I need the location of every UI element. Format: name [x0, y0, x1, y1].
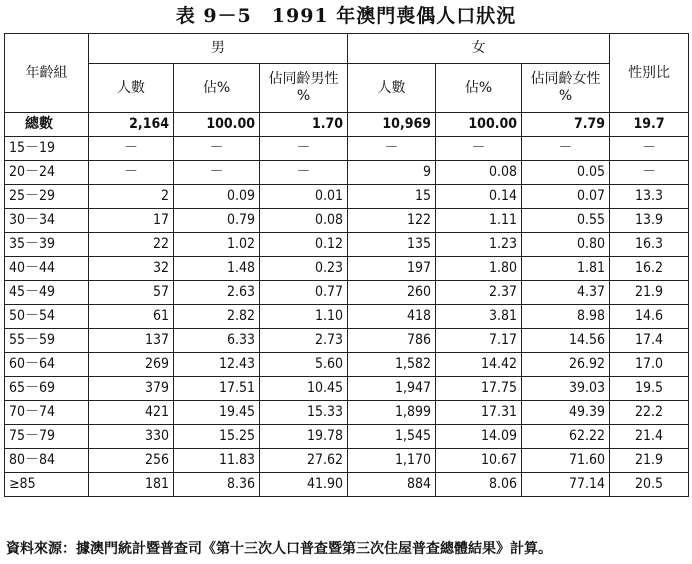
- age-cell: 45－49: [5, 281, 89, 305]
- female-same-age-header: 佔同齡女性 %: [522, 64, 610, 113]
- female-count-cell: 1,947: [348, 377, 436, 401]
- female-count-cell: 1,582: [348, 353, 436, 377]
- female-count-cell: －: [348, 137, 436, 161]
- male-percent-cell: 1.48: [174, 257, 260, 281]
- female-count-cell: 786: [348, 329, 436, 353]
- female-same-age-cell: 14.56: [522, 329, 610, 353]
- male-same-age-cell: －: [260, 161, 348, 185]
- male-count-cell: 181: [89, 473, 174, 497]
- table-row: [5, 281, 689, 305]
- female-percent-cell: 100.00: [436, 113, 522, 137]
- female-percent-cell: 10.67: [436, 449, 522, 473]
- female-percent-cell: 1.11: [436, 209, 522, 233]
- female-percent-cell: 1.80: [436, 257, 522, 281]
- male-same-age-cell: 0.12: [260, 233, 348, 257]
- male-same-age-cell: 0.01: [260, 185, 348, 209]
- female-same-age-cell: 62.22: [522, 425, 610, 449]
- male-percent-cell: 100.00: [174, 113, 260, 137]
- female-same-age-cell: 71.60: [522, 449, 610, 473]
- female-same-age-cell: 8.98: [522, 305, 610, 329]
- age-cell: 總數: [5, 113, 89, 137]
- male-count-cell: －: [89, 137, 174, 161]
- table-row: [5, 161, 689, 185]
- table-row: [5, 233, 689, 257]
- male-percent-cell: 0.79: [174, 209, 260, 233]
- female-same-age-cell: －: [522, 137, 610, 161]
- female-same-age-cell: 0.07: [522, 185, 610, 209]
- sex-ratio-cell: 17.0: [610, 353, 689, 377]
- female-same-age-cell: 1.81: [522, 257, 610, 281]
- male-count-cell: 61: [89, 305, 174, 329]
- age-cell: ≥85: [5, 473, 89, 497]
- female-same-age-cell: 49.39: [522, 401, 610, 425]
- male-count-cell: 269: [89, 353, 174, 377]
- age-cell: 20－24: [5, 161, 89, 185]
- age-cell: 40－44: [5, 257, 89, 281]
- table-row: [5, 137, 689, 161]
- age-group-header: 年齡組: [5, 34, 89, 113]
- female-same-age-cell: 0.55: [522, 209, 610, 233]
- female-percent-cell: 17.75: [436, 377, 522, 401]
- male-same-age-cell: －: [260, 137, 348, 161]
- male-same-age-header: 佔同齡男性 %: [260, 64, 348, 113]
- male-count-header: 人數: [89, 64, 174, 113]
- sex-ratio-header: 性別比: [610, 34, 689, 113]
- female-percent-cell: 7.17: [436, 329, 522, 353]
- male-percent-cell: 15.25: [174, 425, 260, 449]
- male-same-age-cell: 1.10: [260, 305, 348, 329]
- male-percent-cell: －: [174, 137, 260, 161]
- male-group-header: 男: [89, 34, 348, 64]
- male-percent-cell: 6.33: [174, 329, 260, 353]
- male-same-age-cell: 1.70: [260, 113, 348, 137]
- total-row: [5, 113, 689, 137]
- male-count-cell: 57: [89, 281, 174, 305]
- male-percent-cell: 2.63: [174, 281, 260, 305]
- female-percent-cell: 8.06: [436, 473, 522, 497]
- female-same-age-cell: 0.80: [522, 233, 610, 257]
- page-title: 表 9－5 1991 年澳門喪偶人口狀況: [175, 5, 517, 27]
- table-row: [5, 377, 689, 401]
- male-percent-cell: 12.43: [174, 353, 260, 377]
- female-count-cell: 122: [348, 209, 436, 233]
- sex-ratio-cell: 13.3: [610, 185, 689, 209]
- male-same-age-cell: 0.23: [260, 257, 348, 281]
- sex-ratio-cell: 21.9: [610, 449, 689, 473]
- sex-ratio-cell: 21.9: [610, 281, 689, 305]
- table-body: [5, 113, 689, 497]
- female-percent-cell: 3.81: [436, 305, 522, 329]
- male-count-cell: 22: [89, 233, 174, 257]
- female-same-age-cell: 39.03: [522, 377, 610, 401]
- age-cell: 75－79: [5, 425, 89, 449]
- sex-ratio-cell: －: [610, 137, 689, 161]
- sex-ratio-cell: 19.5: [610, 377, 689, 401]
- sex-ratio-cell: 14.6: [610, 305, 689, 329]
- male-same-age-cell: 0.08: [260, 209, 348, 233]
- male-count-cell: 379: [89, 377, 174, 401]
- table-row: [5, 401, 689, 425]
- male-same-age-cell: 19.78: [260, 425, 348, 449]
- male-count-cell: 330: [89, 425, 174, 449]
- source-note: 資料來源：據澳門統計暨普查司《第十三次人口普查暨第三次住屋普查總體結果》計算。: [6, 541, 552, 557]
- sex-ratio-cell: 16.3: [610, 233, 689, 257]
- female-count-cell: 260: [348, 281, 436, 305]
- table-row: [5, 473, 689, 497]
- table-row: [5, 353, 689, 377]
- male-count-cell: －: [89, 161, 174, 185]
- female-same-age-cell: 77.14: [522, 473, 610, 497]
- male-percent-cell: 1.02: [174, 233, 260, 257]
- female-count-cell: 1,899: [348, 401, 436, 425]
- sex-ratio-cell: 13.9: [610, 209, 689, 233]
- male-percent-cell: 19.45: [174, 401, 260, 425]
- male-count-cell: 421: [89, 401, 174, 425]
- female-same-age-cell: 26.92: [522, 353, 610, 377]
- female-count-cell: 10,969: [348, 113, 436, 137]
- sex-ratio-cell: 16.2: [610, 257, 689, 281]
- female-count-cell: 9: [348, 161, 436, 185]
- male-percent-cell: 0.09: [174, 185, 260, 209]
- male-percent-cell: －: [174, 161, 260, 185]
- age-cell: 80－84: [5, 449, 89, 473]
- female-same-age-cell: 4.37: [522, 281, 610, 305]
- female-percent-cell: 0.08: [436, 161, 522, 185]
- male-percent-cell: 8.36: [174, 473, 260, 497]
- age-cell: 55－59: [5, 329, 89, 353]
- female-count-cell: 197: [348, 257, 436, 281]
- male-percent-cell: 2.82: [174, 305, 260, 329]
- female-group-header: 女: [348, 34, 610, 64]
- female-percent-cell: 17.31: [436, 401, 522, 425]
- female-percent-cell: 0.14: [436, 185, 522, 209]
- female-count-cell: 1,545: [348, 425, 436, 449]
- female-percent-cell: 1.23: [436, 233, 522, 257]
- male-same-age-cell: 27.62: [260, 449, 348, 473]
- male-same-age-cell: 5.60: [260, 353, 348, 377]
- female-count-cell: 15: [348, 185, 436, 209]
- age-cell: 60－64: [5, 353, 89, 377]
- male-same-age-cell: 10.45: [260, 377, 348, 401]
- sex-ratio-cell: －: [610, 161, 689, 185]
- table-row: [5, 209, 689, 233]
- male-count-cell: 256: [89, 449, 174, 473]
- table-row: [5, 257, 689, 281]
- sex-ratio-cell: 20.5: [610, 473, 689, 497]
- female-percent-cell: －: [436, 137, 522, 161]
- table-row: [5, 449, 689, 473]
- male-same-age-cell: 0.77: [260, 281, 348, 305]
- age-cell: 15－19: [5, 137, 89, 161]
- table-row: [5, 305, 689, 329]
- age-cell: 35－39: [5, 233, 89, 257]
- male-count-cell: 137: [89, 329, 174, 353]
- age-cell: 30－34: [5, 209, 89, 233]
- female-percent-cell: 14.09: [436, 425, 522, 449]
- female-percent-cell: 14.42: [436, 353, 522, 377]
- male-count-cell: 17: [89, 209, 174, 233]
- female-count-cell: 418: [348, 305, 436, 329]
- female-same-age-cell: 7.79: [522, 113, 610, 137]
- male-percent-header: 佔%: [174, 64, 260, 113]
- female-same-age-cell: 0.05: [522, 161, 610, 185]
- male-same-age-cell: 15.33: [260, 401, 348, 425]
- male-percent-cell: 11.83: [174, 449, 260, 473]
- female-count-header: 人數: [348, 64, 436, 113]
- male-count-cell: 32: [89, 257, 174, 281]
- male-same-age-cell: 2.73: [260, 329, 348, 353]
- female-count-cell: 1,170: [348, 449, 436, 473]
- female-percent-header: 佔%: [436, 64, 522, 113]
- sex-ratio-cell: 19.7: [610, 113, 689, 137]
- sex-ratio-cell: 17.4: [610, 329, 689, 353]
- table-row: [5, 425, 689, 449]
- widowed-population-table: [4, 33, 689, 497]
- age-cell: 25－29: [5, 185, 89, 209]
- table-row: [5, 329, 689, 353]
- age-cell: 50－54: [5, 305, 89, 329]
- female-percent-cell: 2.37: [436, 281, 522, 305]
- male-percent-cell: 17.51: [174, 377, 260, 401]
- female-count-cell: 884: [348, 473, 436, 497]
- male-same-age-cell: 41.90: [260, 473, 348, 497]
- sex-ratio-cell: 21.4: [610, 425, 689, 449]
- sex-ratio-cell: 22.2: [610, 401, 689, 425]
- table-row: [5, 185, 689, 209]
- age-cell: 65－69: [5, 377, 89, 401]
- male-count-cell: 2,164: [89, 113, 174, 137]
- age-cell: 70－74: [5, 401, 89, 425]
- female-count-cell: 135: [348, 233, 436, 257]
- male-count-cell: 2: [89, 185, 174, 209]
